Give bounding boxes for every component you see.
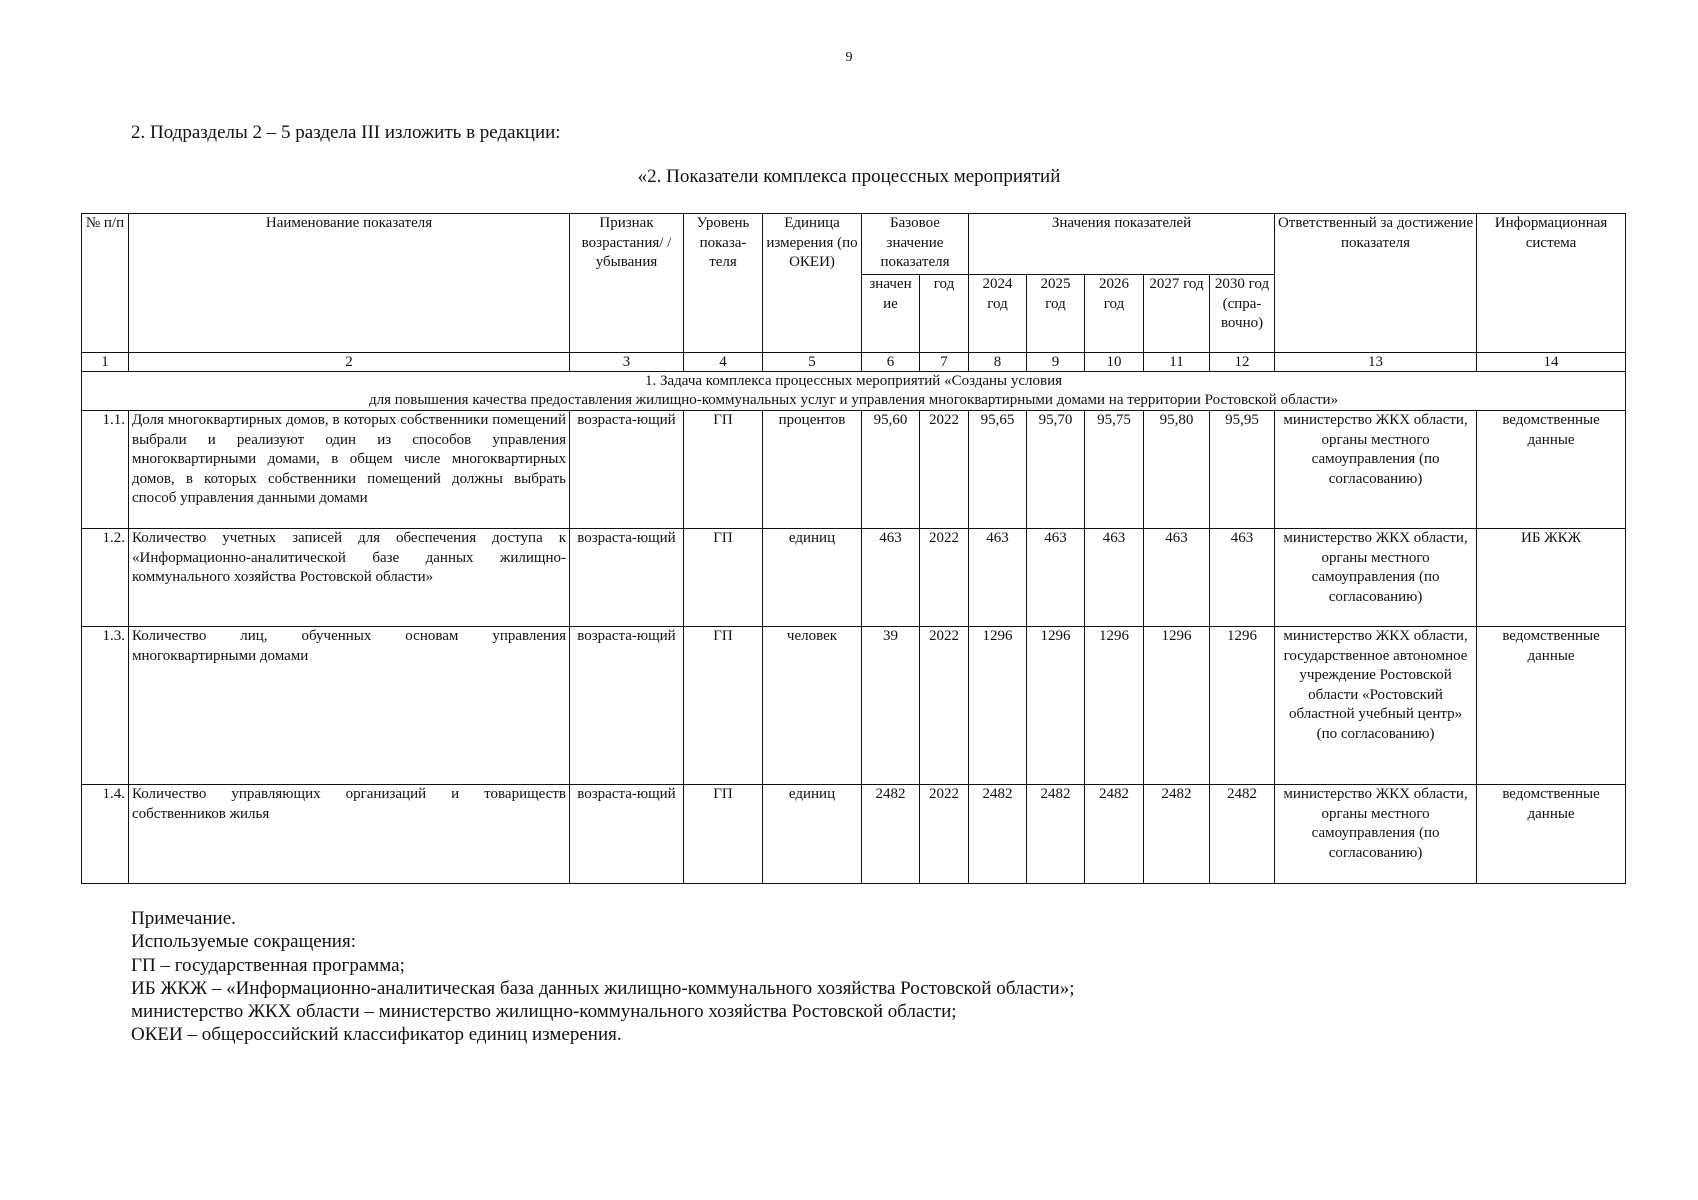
header-num: № п/п <box>82 214 129 353</box>
row-value-2027: 463 <box>1144 529 1210 627</box>
row-value-2024: 1296 <box>969 627 1027 785</box>
section-row <box>82 372 1626 411</box>
section-title-line-1: 1. Задача комплекса процессных мероприятий «Созданы условия <box>644 373 1063 389</box>
row-name: Количество учетных записей для обеспечения доступа к «Информационно-аналитической базе данных жилищно-коммунального хозяйства Ростовской области» <box>129 529 570 627</box>
column-number: 11 <box>1144 353 1210 372</box>
row-num: 1.2. <box>82 529 129 627</box>
row-value-2025: 95,70 <box>1027 411 1085 529</box>
row-num: 1.3. <box>82 627 129 785</box>
column-number: 8 <box>969 353 1027 372</box>
row-value-2027: 2482 <box>1144 785 1210 884</box>
header-info-system: Информационная система <box>1477 214 1626 353</box>
row-responsible: министерство ЖКХ области, органы местного самоуправления (по согласованию) <box>1275 529 1477 627</box>
row-value-2026: 463 <box>1085 529 1144 627</box>
row-sign: возраста-ющий <box>570 529 684 627</box>
row-responsible: министерство ЖКХ области, государственное автономное учреждение Ростовской области «Ростовский областной учебный центр» (по согласованию) <box>1275 627 1477 785</box>
notes <box>131 907 1075 1047</box>
column-numbers-row <box>82 353 1626 372</box>
header-base-value: значен ие <box>862 275 920 353</box>
row-value-2025: 2482 <box>1027 785 1085 884</box>
header-values: Значения показателей <box>969 214 1275 275</box>
header-2026: 2026 год <box>1085 275 1144 353</box>
row-value-2030: 1296 <box>1210 627 1275 785</box>
header-2025: 2025 год <box>1027 275 1085 353</box>
row-sign: возраста-ющий <box>570 411 684 529</box>
column-number: 10 <box>1085 353 1144 372</box>
header-base: Базовое значение показателя <box>862 214 969 275</box>
row-sign: возраста-ющий <box>570 627 684 785</box>
note-abbreviation: министерство ЖКХ области – министерство жилищно-коммунального хозяйства Ростовской области; <box>131 1001 957 1023</box>
row-info-system: ведомственные данные <box>1477 411 1626 529</box>
row-base-value: 463 <box>862 529 920 627</box>
column-number: 1 <box>82 353 129 372</box>
row-value-2030: 95,95 <box>1210 411 1275 529</box>
row-base-year: 2022 <box>920 529 969 627</box>
table-row <box>82 529 1626 627</box>
row-value-2027: 1296 <box>1144 627 1210 785</box>
header-sign: Признак возрастания/ /убывания <box>570 214 684 353</box>
table-row <box>82 785 1626 884</box>
indicators-table <box>81 213 1626 884</box>
notes-abbreviations-heading: Используемые сокращения: <box>131 931 356 953</box>
note-abbreviation: ГП – государственная программа; <box>131 954 405 976</box>
row-base-value: 95,60 <box>862 411 920 529</box>
row-value-2027: 95,80 <box>1144 411 1210 529</box>
notes-title: Примечание. <box>131 908 236 929</box>
header-2027: 2027 год <box>1144 275 1210 353</box>
row-value-2025: 1296 <box>1027 627 1085 785</box>
table-row <box>82 627 1626 785</box>
row-level: ГП <box>684 411 763 529</box>
header-responsible: Ответственный за достижение показателя <box>1275 214 1477 353</box>
column-number: 6 <box>862 353 920 372</box>
row-unit: единиц <box>763 529 862 627</box>
row-value-2025: 463 <box>1027 529 1085 627</box>
row-level: ГП <box>684 627 763 785</box>
note-abbreviation: ОКЕИ – общероссийский классификатор единиц измерения. <box>131 1024 622 1046</box>
header-2030: 2030 год (спра-вочно) <box>1210 275 1275 353</box>
row-responsible: министерство ЖКХ области, органы местного самоуправления (по согласованию) <box>1275 785 1477 884</box>
row-unit: человек <box>763 627 862 785</box>
header-unit: Единица измерения (по ОКЕИ) <box>763 214 862 353</box>
table-row <box>82 411 1626 529</box>
row-base-value: 39 <box>862 627 920 785</box>
row-unit: единиц <box>763 785 862 884</box>
column-number: 3 <box>570 353 684 372</box>
header-base-year: год <box>920 275 969 353</box>
row-info-system: ведомственные данные <box>1477 627 1626 785</box>
row-info-system: ИБ ЖКЖ <box>1477 529 1626 627</box>
header-level: Уровень показа-теля <box>684 214 763 353</box>
section-title <box>82 372 1626 411</box>
row-value-2030: 2482 <box>1210 785 1275 884</box>
section-heading: «2. Показатели комплекса процессных мероприятий <box>637 166 1061 187</box>
row-base-year: 2022 <box>920 627 969 785</box>
row-value-2024: 95,65 <box>969 411 1027 529</box>
row-base-year: 2022 <box>920 785 969 884</box>
page-number: 9 <box>845 50 853 65</box>
row-value-2030: 463 <box>1210 529 1275 627</box>
row-num: 1.1. <box>82 411 129 529</box>
section-title-line-2: для повышения качества предоставления жилищно-коммунальных услуг и управления многоквартирными домами на территории Ростовской области» <box>368 392 1339 408</box>
row-value-2026: 2482 <box>1085 785 1144 884</box>
row-name: Доля многоквартирных домов, в которых собственники помещений выбрали и реализуют один из способов управления многоквартирными домами, в общем числе многоквартирных домов, в которых собственники помещений должны выбрать способ управления данными домами <box>129 411 570 529</box>
note-abbreviation: ИБ ЖКЖ – «Информационно-аналитическая база данных жилищно-коммунального хозяйства Ростовской области»; <box>131 977 1075 999</box>
row-base-year: 2022 <box>920 411 969 529</box>
column-number: 9 <box>1027 353 1085 372</box>
row-value-2024: 463 <box>969 529 1027 627</box>
column-number: 13 <box>1275 353 1477 372</box>
row-unit: процентов <box>763 411 862 529</box>
row-value-2026: 1296 <box>1085 627 1144 785</box>
row-level: ГП <box>684 529 763 627</box>
intro-text: 2. Подразделы 2 – 5 раздела III изложить в редакции: <box>131 122 561 143</box>
header-name: Наименование показателя <box>129 214 570 353</box>
row-name: Количество управляющих организаций и товариществ собственников жилья <box>129 785 570 884</box>
column-number: 2 <box>129 353 570 372</box>
row-base-value: 2482 <box>862 785 920 884</box>
row-num: 1.4. <box>82 785 129 884</box>
row-name: Количество лиц, обученных основам управления многоквартирными домами <box>129 627 570 785</box>
header-2024: 2024 год <box>969 275 1027 353</box>
row-sign: возраста-ющий <box>570 785 684 884</box>
row-info-system: ведомственные данные <box>1477 785 1626 884</box>
column-number: 7 <box>920 353 969 372</box>
column-number: 5 <box>763 353 862 372</box>
row-value-2024: 2482 <box>969 785 1027 884</box>
column-number: 14 <box>1477 353 1626 372</box>
column-number: 12 <box>1210 353 1275 372</box>
row-level: ГП <box>684 785 763 884</box>
column-number: 4 <box>684 353 763 372</box>
header-row <box>82 214 1626 275</box>
row-value-2026: 95,75 <box>1085 411 1144 529</box>
row-responsible: министерство ЖКХ области, органы местного самоуправления (по согласованию) <box>1275 411 1477 529</box>
